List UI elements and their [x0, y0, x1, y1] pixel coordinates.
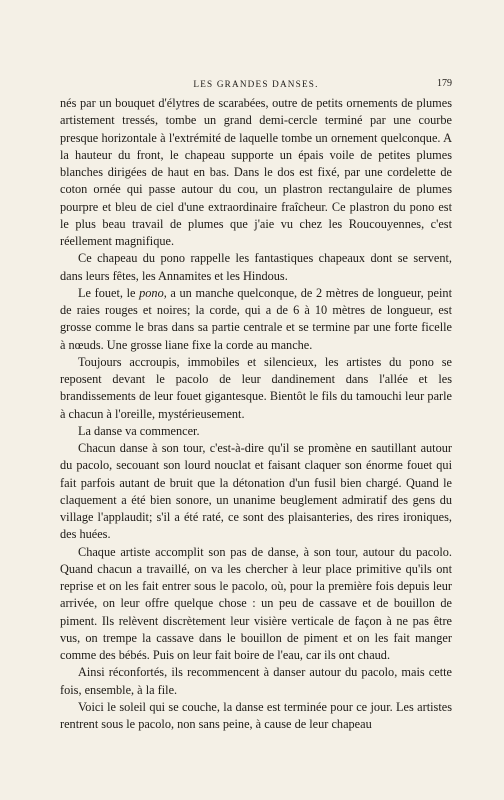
- paragraph: Voici le soleil qui se couche, la danse est terminée pour ce jour. Les artistes rentrent sous le pacolo, non sans peine, à cause de leur chapeau: [60, 699, 452, 731]
- running-title: LES GRANDES DANSES.: [193, 79, 319, 89]
- running-header: [60, 77, 452, 91]
- paragraph: Chaque artiste accomplit son pas de danse, à son tour, autour du pacolo. Quand chacun a travaillé, on va les chercher à leur place primitive qu'ils ont reprise et on les fait entrer sous le pacolo, où, pour la première fois depuis leur arrivée, on leur offre quelque chose : un peu de cassave et de bouillon de piment. Ils relèvent discrètement leur visière verticale de façon à ne pas être vus, on trempe la cassave dans le bouillon de piment et on les fait manger comme des bébés. Puis on leur fait boire de l'eau, car ils ont chaud.: [60, 544, 452, 662]
- paragraph: nés par un bouquet d'élytres de scarabées, outre de petits ornements de plumes artistement tressés, tombe un grand demi-cercle terminé par une courbe presque horizontale à l'extrémité de laquelle tombe un ornement quelconque. A la hauteur du front, le chapeau supporte un épais voile de petites plumes blanches dirigées de haut en bas. Dans le dos est fixé, par une cordelette de coton ornée qui passe autour du cou, un plastron rectangulaire de plumes pourpre et bleu de ciel d'une extraordinaire fraîcheur. Ce plastron du pono est le plus beau travail de plumes que j'aie vu chez les Roucouyennes, c'est réellement magnifique.: [60, 96, 452, 248]
- paragraph: Chacun danse à son tour, c'est-à-dire qu'il se promène en sautillant autour du pacolo, secouant son lourd nouclat et faisant claquer son énorme fouet qui fait parfois autant de bruit que la détonation d'un fusil bien chargé. Quand le claquement a été bien sonore, un unanime beuglement admiratif des gens du village l'applaudit; s'il a été raté, ce sont des plaisanteries, des rires ironiques, des huées.: [60, 441, 452, 542]
- paragraph-text: Le fouet, le: [78, 285, 140, 300]
- paragraph-text: , a un manche quelconque, de 2 mètres de longueur, peint de raies rouges et noires; la corde, qui a de 6 à 10 mètres de longueur, est grosse comme le bras dans sa partie centrale et se termine par une forte ficelle à nœuds. Une grosse liane fixe la corde au manche.: [60, 285, 452, 352]
- paragraph: Toujours accroupis, immobiles et silencieux, les artistes du pono se reposent devant le pacolo de leur dandinement dans l'allée et les brandissements de leur fouet gigantesque. Bientôt le fils du tamouchi leur parle à chacun à l'oreille, mystérieusement.: [60, 354, 452, 421]
- italic-term: pono: [139, 285, 164, 300]
- paragraph: [60, 285, 452, 354]
- paragraph: Ainsi réconfortés, ils recommencent à danser autour du pacolo, mais cette fois, ensemble, à la file.: [60, 665, 452, 697]
- page-number: 179: [437, 78, 452, 89]
- body-text: [60, 95, 452, 733]
- paragraph: Ce chapeau du pono rappelle les fantastiques chapeaux dont se servent, dans leurs fêtes, les Annamites et les Hindous.: [60, 251, 452, 283]
- paragraph: La danse va commencer.: [78, 423, 200, 438]
